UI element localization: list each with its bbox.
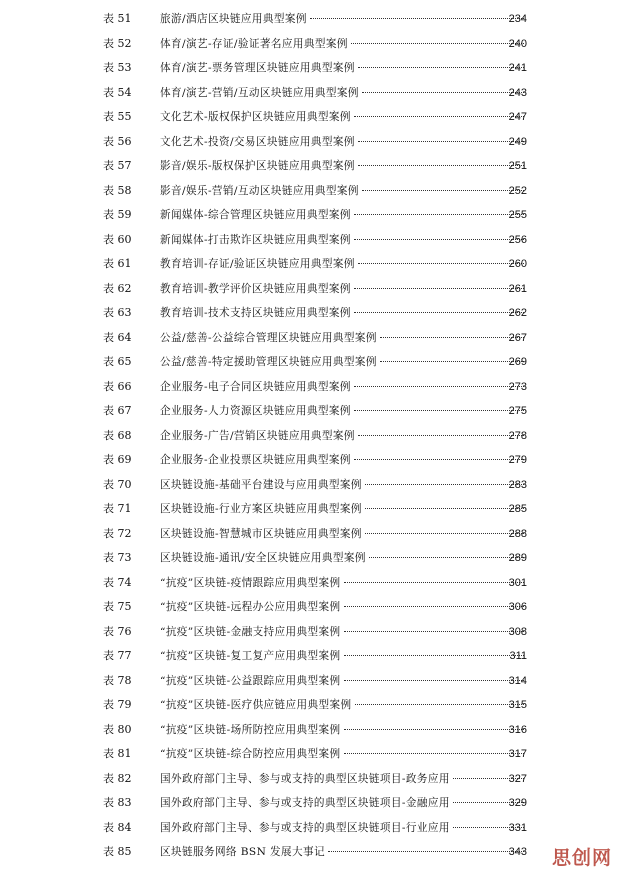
toc-entry-page-number[interactable]: 279 [508,454,527,466]
toc-entry-title[interactable]: 体育/演艺-营销/互动区块链应用典型案例 [160,86,359,99]
dot-leader [354,410,524,411]
toc-entry-label: 表 60 [103,232,132,246]
toc-entry-title-wrap [160,252,526,277]
dot-leader [358,141,524,142]
toc-entry[interactable] [0,595,618,620]
toc-entry-title-wrap [160,742,526,767]
toc-entry-title[interactable]: 新闻媒体-打击欺诈区块链应用典型案例 [160,233,351,246]
toc-entry-title-wrap [160,497,526,522]
toc-entry[interactable] [0,644,618,669]
toc-entry-title-wrap [160,326,526,351]
toc-entry-title-wrap [160,350,526,375]
toc-entry[interactable] [0,473,618,498]
toc-entry[interactable] [0,620,618,645]
toc-entry[interactable] [0,350,618,375]
toc-entry-label: 表 84 [103,820,132,834]
toc-entry-title-wrap [160,179,526,204]
toc-entry-title[interactable]: 国外政府部门主导、参与或支持的典型区块链项目-政务应用 [160,772,450,785]
toc-entry[interactable] [0,399,618,424]
toc-entry-title[interactable]: “抗疫”区块链-金融支持应用典型案例 [160,625,341,638]
toc-entry-page-number[interactable]: 251 [508,160,527,172]
toc-entry-page-number[interactable]: 311 [509,650,527,662]
toc-entry-title-wrap [160,154,526,179]
toc-entry-page-number[interactable]: 288 [508,527,527,540]
toc-entry-title[interactable]: 区块链设施-基础平台建设与应用典型案例 [160,478,362,491]
dot-leader [358,165,524,166]
toc-entry[interactable] [0,277,618,302]
toc-entry[interactable] [0,105,618,130]
toc-entry-title[interactable]: 企业服务-电子合同区块链应用典型案例 [160,380,351,393]
toc-entry-label: 表 82 [103,771,132,785]
toc-entry-page-number[interactable]: 278 [508,429,527,442]
toc-entry-title-wrap [160,7,526,32]
toc-entry-title[interactable]: 影音/娱乐-版权保护区块链应用典型案例 [160,160,355,172]
toc-entry-title[interactable]: 区块链设施-行业方案区块链应用典型案例 [160,503,362,515]
toc-entry-title-wrap [160,424,526,449]
toc-entry-title[interactable]: “抗疫”区块链-公益跟踪应用典型案例 [160,674,341,687]
toc-entry-label: 表 79 [103,698,132,711]
toc-entry-page-number[interactable]: 283 [508,478,527,491]
toc-entry-title-wrap [160,473,526,498]
watermark: 思创网 [551,847,612,869]
dot-leader [358,263,524,264]
toc-entry-title-wrap [160,816,526,841]
toc-entry-title-wrap [160,791,526,816]
toc-entry-title[interactable]: 企业服务-人力资源区块链应用典型案例 [160,405,351,417]
toc-entry[interactable] [0,546,618,571]
toc-entry-title-wrap [160,277,526,302]
toc-entry-label: 表 56 [103,134,132,148]
toc-entry[interactable] [0,497,618,522]
toc-entry-label: 表 61 [103,257,132,270]
dot-leader [344,729,524,730]
toc-entry-page-number[interactable]: 306 [508,601,527,613]
toc-entry[interactable] [0,448,618,473]
toc-entry[interactable] [0,693,618,718]
toc-entry-label: 表 63 [103,306,132,319]
dot-leader [344,582,524,583]
toc-entry-title-wrap [160,81,526,106]
dot-leader [344,631,524,632]
toc-entry-page-number[interactable]: 308 [508,625,527,638]
dot-leader [344,606,524,607]
toc-entry-label: 表 68 [103,428,132,442]
toc-entry[interactable] [0,81,618,106]
toc-entry-title[interactable]: “抗疫”区块链-医疗供应链应用典型案例 [160,699,352,711]
toc-entry-title[interactable]: 教育培训-技术支持区块链应用典型案例 [160,307,351,319]
toc-entry-title[interactable]: “抗疫”区块链-远程办公应用典型案例 [160,601,341,613]
toc-entry-page-number[interactable]: 252 [508,184,527,197]
toc-entry-label: 表 52 [103,36,132,50]
toc-entry-page-number[interactable]: 317 [508,748,527,760]
toc-entry-title[interactable]: “抗疫”区块链-疫情跟踪应用典型案例 [160,576,341,589]
dot-leader [365,533,524,534]
toc-entry-page-number[interactable]: 275 [508,405,527,417]
toc-entry[interactable] [0,326,618,351]
dot-leader [365,484,524,485]
toc-entry-title-wrap [160,375,526,400]
toc-entry-page-number[interactable]: 285 [508,503,527,515]
toc-entry[interactable] [0,718,618,743]
dot-leader [354,459,524,460]
table-of-contents [0,7,618,865]
toc-entry-label: 表 66 [103,379,132,393]
toc-entry[interactable] [0,56,618,81]
toc-entry-title-wrap [160,130,526,155]
toc-entry-title[interactable]: “抗疫”区块链-场所防控应用典型案例 [160,723,341,736]
toc-entry-title-wrap [160,203,526,228]
toc-entry-title[interactable]: 国外政府部门主导、参与或支持的典型区块链项目-行业应用 [160,821,450,834]
dot-leader [355,704,524,705]
toc-entry-page-number[interactable]: 262 [508,307,527,319]
toc-entry-title[interactable]: 企业服务-企业投票区块链应用典型案例 [160,454,351,466]
dot-leader [344,655,524,656]
dot-leader [354,239,524,240]
toc-entry[interactable] [0,522,618,547]
dot-leader [380,361,524,362]
dot-leader [351,43,524,44]
toc-entry[interactable] [0,791,618,816]
toc-entry-title[interactable]: 企业服务-广告/营销区块链应用典型案例 [160,429,355,442]
dot-leader [328,851,524,852]
toc-entry-title-wrap [160,571,526,596]
dot-leader [362,190,524,191]
toc-entry-label: 表 72 [103,526,132,540]
toc-entry-label: 表 71 [103,502,132,515]
dot-leader [344,753,524,754]
toc-entry[interactable] [0,32,618,57]
toc-entry-page-number[interactable]: 267 [508,331,527,344]
toc-entry[interactable] [0,424,618,449]
toc-entry-page-number[interactable]: 241 [508,62,527,74]
toc-entry[interactable] [0,130,618,155]
toc-entry[interactable] [0,767,618,792]
toc-entry-page-number[interactable]: 249 [508,135,527,148]
toc-entry-title-wrap [160,399,526,424]
toc-entry-label: 表 74 [103,575,132,589]
toc-entry-title-wrap [160,32,526,57]
toc-entry-title-wrap [160,105,526,130]
toc-entry-title[interactable]: 旅游/酒店区块链应用典型案例 [160,13,307,25]
toc-entry[interactable] [0,301,618,326]
dot-leader [362,92,524,93]
toc-entry-page-number[interactable]: 256 [508,233,527,246]
toc-entry-page-number[interactable]: 240 [508,37,527,50]
dot-leader [354,116,524,117]
toc-entry[interactable] [0,7,618,32]
toc-entry-title[interactable]: 文化艺术-投资/交易区块链应用典型案例 [160,135,355,148]
toc-entry-label: 表 73 [103,551,132,564]
toc-entry-title[interactable]: 体育/演艺-票务管理区块链应用典型案例 [160,62,355,74]
toc-entry[interactable] [0,228,618,253]
toc-entry-title-wrap [160,301,526,326]
toc-entry-title[interactable]: 新闻媒体-综合管理区块链应用典型案例 [160,209,351,221]
dot-leader [344,680,524,681]
toc-entry-page-number[interactable]: 327 [508,772,527,785]
toc-entry-label: 表 64 [103,330,132,344]
toc-entry[interactable] [0,840,618,865]
toc-entry-title-wrap [160,56,526,81]
toc-entry-page-number[interactable]: 331 [508,821,527,834]
toc-entry[interactable] [0,816,618,841]
toc-entry-page-number[interactable]: 315 [508,699,527,711]
toc-entry-title[interactable]: 国外政府部门主导、参与或支持的典型区块链项目-金融应用 [160,797,450,809]
toc-entry-page-number[interactable]: 255 [508,209,527,221]
dot-leader [354,312,524,313]
toc-entry-title[interactable]: 公益/慈善-公益综合管理区块链应用典型案例 [160,331,377,344]
toc-entry-title[interactable]: 文化艺术-版权保护区块链应用典型案例 [160,111,351,123]
toc-entry-page-number[interactable]: 316 [508,723,527,736]
toc-entry-label: 表 85 [103,845,132,858]
toc-entry-page-number[interactable]: 243 [508,86,527,99]
toc-entry[interactable] [0,571,618,596]
toc-entry-page-number[interactable]: 301 [508,576,527,589]
toc-entry-title[interactable]: 影音/娱乐-营销/互动区块链应用典型案例 [160,184,359,197]
dot-leader [354,386,524,387]
toc-entry-label: 表 80 [103,722,132,736]
toc-entry-label: 表 67 [103,404,132,417]
toc-entry-page-number[interactable]: 289 [508,552,527,564]
toc-entry-page-number[interactable]: 269 [508,356,527,368]
toc-entry-label: 表 83 [103,796,132,809]
toc-entry[interactable] [0,252,618,277]
toc-entry-label: 表 62 [103,281,132,295]
toc-entry-label: 表 55 [103,110,132,123]
toc-entry-label: 表 70 [103,477,132,491]
toc-entry-page-number[interactable]: 234 [508,13,527,25]
toc-entry-title[interactable]: 区块链设施-通讯/安全区块链应用典型案例 [160,552,366,564]
dot-leader [369,557,524,558]
toc-entry-title-wrap [160,546,526,571]
toc-entry-label: 表 75 [103,600,132,613]
toc-entry[interactable] [0,154,618,179]
dot-leader [354,288,524,289]
toc-entry-label: 表 77 [103,649,132,662]
toc-entry[interactable] [0,203,618,228]
toc-entry-title-wrap [160,620,526,645]
toc-entry-label: 表 65 [103,355,132,368]
toc-entry-title[interactable]: “抗疫”区块链-复工复产应用典型案例 [160,650,341,662]
toc-entry-title[interactable]: 公益/慈善-特定援助管理区块链应用典型案例 [160,356,377,368]
toc-entry-title-wrap [160,644,526,669]
toc-entry-title[interactable]: 教育培训-教学评价区块链应用典型案例 [160,282,351,295]
toc-entry-label: 表 58 [103,183,132,197]
dot-leader [354,214,524,215]
toc-entry-title-wrap [160,840,526,865]
toc-entry-title-wrap [160,767,526,792]
toc-entry-label: 表 81 [103,747,132,760]
toc-entry-label: 表 59 [103,208,132,221]
dot-leader [380,337,524,338]
dot-leader [365,508,524,509]
toc-entry-title-wrap [160,448,526,473]
toc-entry-title[interactable]: 区块链服务网络 BSN 发展大事记 [160,846,325,858]
toc-entry-title-wrap [160,718,526,743]
dot-leader [358,435,524,436]
toc-entry-title[interactable]: 体育/演艺-存证/验证著名应用典型案例 [160,37,348,50]
dot-leader [358,67,524,68]
toc-entry-page-number[interactable]: 314 [508,674,527,687]
toc-entry[interactable] [0,742,618,767]
toc-entry[interactable] [0,179,618,204]
toc-entry-label: 表 78 [103,673,132,687]
toc-entry-title-wrap [160,228,526,253]
toc-entry-page-number[interactable]: 261 [508,282,527,295]
toc-entry[interactable] [0,375,618,400]
toc-entry-title-wrap [160,693,526,718]
toc-entry-title-wrap [160,595,526,620]
toc-entry-title[interactable]: 教育培训-存证/验证区块链应用典型案例 [160,258,355,270]
toc-entry-title[interactable]: “抗疫”区块链-综合防控应用典型案例 [160,748,341,760]
toc-entry-title[interactable]: 区块链设施-智慧城市区块链应用典型案例 [160,527,362,540]
toc-entry-label: 表 76 [103,624,132,638]
toc-entry-page-number[interactable]: 329 [508,797,527,809]
toc-entry-page-number[interactable]: 273 [508,380,527,393]
toc-entry-page-number[interactable]: 247 [508,111,527,123]
toc-entry-label: 表 69 [103,453,132,466]
toc-entry-page-number[interactable]: 343 [508,846,527,858]
toc-entry-title-wrap [160,669,526,694]
toc-entry-title-wrap [160,522,526,547]
toc-entry-label: 表 51 [103,12,132,25]
toc-entry-label: 表 53 [103,61,132,74]
dot-leader [310,18,524,19]
toc-entry[interactable] [0,669,618,694]
toc-entry-label: 表 57 [103,159,132,172]
toc-entry-label: 表 54 [103,85,132,99]
toc-entry-page-number[interactable]: 260 [508,258,527,270]
